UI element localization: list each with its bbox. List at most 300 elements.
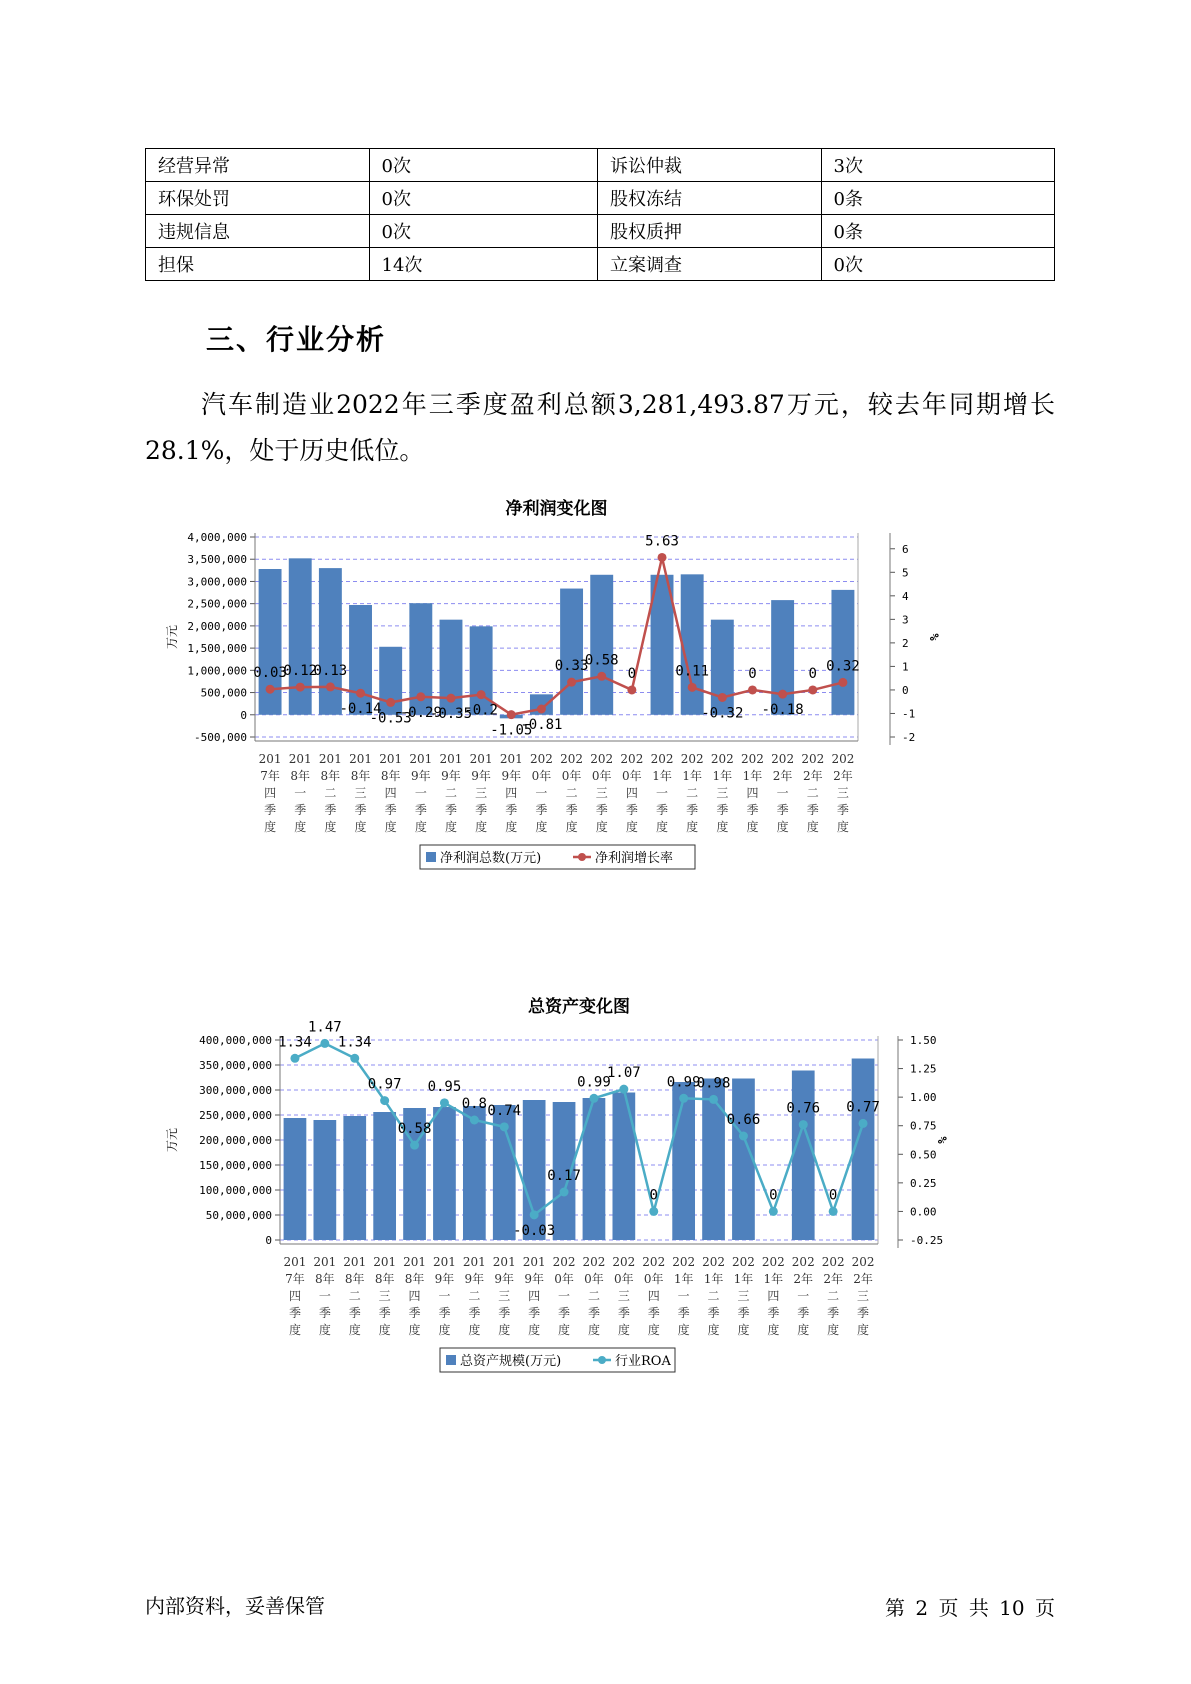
y2-tick-label: 0.75 <box>910 1119 937 1133</box>
x-tick-label: 2年 <box>833 769 853 783</box>
data-label: 0.33 <box>554 658 589 675</box>
x-tick-label: 0年 <box>554 1272 574 1286</box>
x-tick-label: 9年 <box>494 1272 515 1286</box>
x-tick-label: 201 <box>439 752 463 766</box>
line-point <box>416 692 425 701</box>
x-tick-label: 202 <box>642 1255 666 1269</box>
y-tick-label: -500,000 <box>194 731 247 744</box>
x-tick-label: 一 <box>656 786 669 800</box>
x-tick-label: 202 <box>831 752 855 766</box>
x-tick-label: 季 <box>797 1306 810 1320</box>
x-tick-label: 202 <box>702 1255 726 1269</box>
x-tick-label: 202 <box>710 752 734 766</box>
x-tick-label: 度 <box>776 820 789 834</box>
line-point <box>567 678 576 687</box>
x-tick-label: 季 <box>716 803 729 817</box>
x-tick-label: 8年 <box>290 769 311 783</box>
x-tick-label: 9年 <box>411 769 431 783</box>
data-label: -0.14 <box>339 701 382 718</box>
x-tick-label: 202 <box>620 752 644 766</box>
x-tick-label: 度 <box>647 1323 660 1337</box>
y2-tick-label: 6 <box>902 542 909 556</box>
x-tick-label: 度 <box>857 1323 870 1337</box>
x-tick-label: 度 <box>438 1323 451 1337</box>
x-tick-label: 一 <box>438 1289 451 1303</box>
x-tick-label: 度 <box>288 1323 301 1337</box>
x-tick-label: 度 <box>294 820 307 834</box>
x-tick-label: 季 <box>288 1306 301 1320</box>
x-tick-label: 0年 <box>531 769 552 783</box>
x-tick-label: 三 <box>378 1289 391 1303</box>
line-point <box>290 1054 299 1063</box>
bar <box>373 1112 396 1240</box>
y-tick-label: 3,500,000 <box>187 553 247 567</box>
data-label: 1.34 <box>278 1034 312 1051</box>
x-tick-label: 度 <box>498 1323 511 1337</box>
y-tick-label: 0 <box>265 1234 272 1247</box>
y2-tick-label: -1 <box>902 707 916 721</box>
bar <box>470 626 493 714</box>
x-tick-label: 四 <box>647 1289 660 1303</box>
line-point <box>440 1098 449 1107</box>
table-cell: 0次 <box>821 248 1054 281</box>
bar <box>433 1107 456 1240</box>
x-tick-label: 季 <box>414 803 427 817</box>
x-tick-label: 度 <box>414 820 427 834</box>
x-tick-label: 季 <box>378 1306 391 1320</box>
x-tick-label: 季 <box>686 803 699 817</box>
y2-tick-label: 1.00 <box>910 1091 937 1105</box>
bar <box>672 1082 695 1240</box>
data-label: 0.12 <box>283 663 318 680</box>
data-label: 0.99 <box>666 1074 701 1091</box>
net-profit-chart <box>160 492 1020 956</box>
x-tick-label: 季 <box>498 1306 511 1320</box>
x-tick-label: 9年 <box>464 1272 485 1286</box>
x-tick-label: 季 <box>737 1306 750 1320</box>
x-tick-label: 四 <box>746 786 759 800</box>
y2-tick-label: 3 <box>902 613 909 627</box>
x-tick-label: 度 <box>565 820 578 834</box>
line-point <box>266 685 275 694</box>
x-tick-label: 0年 <box>561 769 582 783</box>
table-cell: 0条 <box>821 182 1054 215</box>
x-tick-label: 1年 <box>712 769 733 783</box>
x-tick-label: 8年 <box>344 1272 365 1286</box>
x-tick-label: 三 <box>498 1289 511 1303</box>
x-tick-label: 季 <box>475 803 488 817</box>
table-row <box>146 182 1055 215</box>
y-tick-label: 2,000,000 <box>187 619 247 633</box>
line-point <box>560 1188 569 1197</box>
y2-tick-label: 1.50 <box>910 1034 937 1047</box>
x-tick-label: 二 <box>348 1289 361 1303</box>
data-label: 0.76 <box>786 1100 821 1117</box>
x-tick-label: 7年 <box>260 769 280 783</box>
x-tick-label: 2年 <box>853 1272 873 1286</box>
x-tick-label: 季 <box>827 1306 840 1320</box>
line-point <box>500 1122 509 1131</box>
x-tick-label: 度 <box>354 820 367 834</box>
x-tick-label: 1年 <box>703 1272 724 1286</box>
y2-tick-label: 4 <box>902 589 909 603</box>
line-point <box>356 689 365 698</box>
x-tick-label: 二 <box>686 786 699 800</box>
x-tick-label: 度 <box>827 1323 840 1337</box>
x-tick-label: 度 <box>558 1323 571 1337</box>
x-tick-label: 8年 <box>350 769 371 783</box>
data-label: 1.47 <box>307 1019 342 1036</box>
y2-tick-label: 2 <box>902 636 909 650</box>
x-tick-label: 度 <box>656 820 669 834</box>
x-tick-label: 三 <box>595 786 608 800</box>
line-point <box>627 685 636 694</box>
data-label: 1.07 <box>606 1065 641 1082</box>
x-tick-label: 一 <box>558 1289 571 1303</box>
x-tick-label: 0年 <box>614 1272 634 1286</box>
table-cell: 立案调查 <box>598 248 822 281</box>
x-tick-label: 季 <box>857 1306 870 1320</box>
x-tick-label: 8年 <box>315 1272 335 1286</box>
x-tick-label: 1年 <box>742 769 763 783</box>
net-profit-chart-svg <box>160 492 1020 952</box>
x-tick-label: 季 <box>836 803 849 817</box>
line-point <box>380 1096 389 1105</box>
data-label: 0.11 <box>675 663 710 680</box>
x-tick-label: 季 <box>318 1306 331 1320</box>
x-tick-label: 季 <box>408 1306 421 1320</box>
table-cell: 环保处罚 <box>146 182 370 215</box>
x-tick-label: 三 <box>475 786 488 800</box>
line-point <box>658 553 667 562</box>
x-tick-label: 三 <box>716 786 729 800</box>
x-tick-label: 201 <box>373 1255 397 1269</box>
y2-tick-label: 1.25 <box>910 1062 937 1076</box>
x-tick-label: 度 <box>318 1323 331 1337</box>
x-tick-label: 1年 <box>763 1272 784 1286</box>
x-tick-label: 二 <box>707 1289 720 1303</box>
x-tick-label: 201 <box>462 1255 486 1269</box>
line-point <box>589 1094 598 1103</box>
x-tick-label: 四 <box>408 1289 421 1303</box>
line-point <box>410 1141 419 1150</box>
line-point <box>709 1095 718 1104</box>
x-tick-label: 7年 <box>285 1272 305 1286</box>
line-point <box>808 685 817 694</box>
table-cell: 诉讼仲裁 <box>598 149 822 182</box>
line-point <box>326 682 335 691</box>
x-tick-label: 季 <box>558 1306 571 1320</box>
total-assets-chart <box>160 990 1020 1454</box>
data-label: 0 <box>649 1187 658 1204</box>
data-label: -0.35 <box>429 706 473 723</box>
x-tick-label: 一 <box>294 786 307 800</box>
x-tick-label: 二 <box>444 786 457 800</box>
y2-tick-label: -2 <box>902 731 916 744</box>
y-tick-label: 150,000,000 <box>199 1159 272 1172</box>
data-label: 0.58 <box>584 652 619 669</box>
y-tick-label: 250,000,000 <box>199 1109 272 1122</box>
x-tick-label: 202 <box>771 752 795 766</box>
x-tick-label: 三 <box>617 1289 630 1303</box>
x-tick-label: 0年 <box>622 769 642 783</box>
x-tick-label: 季 <box>264 803 277 817</box>
x-tick-label: 2年 <box>802 769 823 783</box>
x-tick-label: 三 <box>836 786 849 800</box>
x-tick-label: 202 <box>761 1255 785 1269</box>
line-point <box>799 1120 808 1129</box>
x-tick-label: 三 <box>737 1289 750 1303</box>
data-label: -1.05 <box>490 722 533 739</box>
x-tick-label: 二 <box>324 786 337 800</box>
table-cell: 担保 <box>146 248 370 281</box>
data-label: 5.63 <box>645 533 679 550</box>
x-tick-label: 季 <box>565 803 578 817</box>
x-tick-label: 度 <box>444 820 457 834</box>
body-paragraph: 汽车制造业2022年三季度盈利总额3,281,493.87万元，较去年同期增长28.1%，处于历史低位。 <box>145 390 1055 465</box>
x-tick-label: 三 <box>857 1289 870 1303</box>
x-tick-label: 度 <box>686 820 699 834</box>
x-tick-label: 0年 <box>643 1272 664 1286</box>
x-tick-label: 季 <box>617 1306 630 1320</box>
y2-tick-label: 1 <box>902 660 909 674</box>
y2-tick-label: -0.25 <box>910 1234 944 1247</box>
bar <box>560 589 583 715</box>
y2-axis-title: % <box>935 1136 949 1144</box>
line-point <box>859 1119 868 1128</box>
x-tick-label: 201 <box>288 752 312 766</box>
x-tick-label: 202 <box>552 1255 576 1269</box>
bar <box>463 1106 486 1240</box>
line-point <box>446 694 455 703</box>
y-tick-label: 2,500,000 <box>187 597 247 611</box>
x-tick-label: 一 <box>535 786 548 800</box>
x-tick-label: 2年 <box>793 1272 814 1286</box>
x-tick-label: 2年 <box>772 769 793 783</box>
x-tick-label: 度 <box>595 820 608 834</box>
data-label: 0.13 <box>313 662 348 679</box>
x-tick-label: 二 <box>806 786 819 800</box>
line-point <box>829 1207 838 1216</box>
x-tick-label: 202 <box>741 752 764 766</box>
x-tick-label: 季 <box>438 1306 451 1320</box>
x-tick-label: 202 <box>851 1255 875 1269</box>
x-tick-label: 9年 <box>524 1272 544 1286</box>
y2-tick-label: 0.25 <box>910 1176 937 1190</box>
x-tick-label: 度 <box>264 820 277 834</box>
x-tick-label: 季 <box>595 803 608 817</box>
x-tick-label: 度 <box>505 820 518 834</box>
line-point <box>769 1207 778 1216</box>
data-label: 1.34 <box>337 1034 372 1051</box>
x-tick-label: 0年 <box>584 1272 604 1286</box>
x-tick-label: 9年 <box>434 1272 455 1286</box>
line-point <box>507 710 516 719</box>
line-point <box>688 683 697 692</box>
x-tick-label: 度 <box>324 820 337 834</box>
x-tick-label: 一 <box>414 786 427 800</box>
line-point <box>619 1085 628 1094</box>
table-cell: 股权质押 <box>598 215 822 248</box>
y-axis-title: 万元 <box>165 624 179 650</box>
table-cell: 股权冻结 <box>598 182 822 215</box>
line-point <box>649 1207 658 1216</box>
line-point <box>739 1132 748 1141</box>
line-point <box>320 1039 329 1048</box>
bar <box>612 1093 635 1241</box>
x-tick-label: 四 <box>264 786 277 800</box>
data-label: 0.97 <box>367 1076 402 1093</box>
bar <box>319 568 342 715</box>
y2-tick-label: 0.00 <box>910 1205 937 1219</box>
data-label: 0.03 <box>253 665 287 682</box>
x-tick-label: 度 <box>806 820 819 834</box>
bar <box>343 1116 366 1240</box>
footer-page-number: 第 2 页 共 10 页 <box>885 1596 1055 1620</box>
table-cell: 0次 <box>369 215 598 248</box>
x-tick-label: 四 <box>625 786 638 800</box>
x-tick-label: 1年 <box>652 769 672 783</box>
x-tick-label: 季 <box>767 1306 780 1320</box>
bar <box>831 590 854 715</box>
data-label: 0 <box>828 1187 838 1204</box>
x-tick-label: 9年 <box>441 769 461 783</box>
data-label: 0.95 <box>427 1078 462 1095</box>
table-cell: 0次 <box>369 182 598 215</box>
data-label: 0.8 <box>461 1096 487 1112</box>
x-tick-label: 0年 <box>591 769 612 783</box>
x-tick-label: 四 <box>505 786 518 800</box>
x-tick-label: 201 <box>469 752 493 766</box>
x-tick-label: 201 <box>403 1255 427 1269</box>
x-tick-label: 201 <box>409 752 433 766</box>
y2-tick-label: 0 <box>902 683 909 697</box>
x-tick-label: 季 <box>468 1306 481 1320</box>
legend-line-marker <box>578 853 586 861</box>
table-cell: 14次 <box>369 248 598 281</box>
x-tick-label: 度 <box>737 1323 750 1337</box>
x-tick-label: 度 <box>707 1323 720 1337</box>
x-tick-label: 度 <box>617 1323 630 1337</box>
x-tick-label: 二 <box>827 1289 840 1303</box>
x-tick-label: 度 <box>384 820 397 834</box>
legend-bar-swatch <box>426 852 436 862</box>
x-tick-label: 度 <box>348 1323 361 1337</box>
y2-tick-label: 5 <box>902 566 909 580</box>
legend-line-marker <box>598 1356 606 1364</box>
data-label: 0.98 <box>696 1075 731 1092</box>
x-tick-label: 201 <box>522 1255 546 1269</box>
x-tick-label: 201 <box>349 752 372 766</box>
x-tick-label: 一 <box>797 1289 810 1303</box>
table-cell: 0次 <box>369 149 598 182</box>
x-tick-label: 201 <box>432 1255 456 1269</box>
data-label: -0.29 <box>399 704 442 721</box>
data-label: 0 <box>769 1187 778 1204</box>
x-tick-label: 季 <box>348 1306 361 1320</box>
x-tick-label: 9年 <box>501 769 522 783</box>
x-tick-label: 201 <box>313 1255 337 1269</box>
line-point <box>477 690 486 699</box>
x-tick-label: 201 <box>379 752 403 766</box>
line-point <box>386 698 395 707</box>
y-tick-label: 0 <box>240 708 247 722</box>
x-tick-label: 季 <box>324 803 337 817</box>
bar <box>792 1071 815 1241</box>
y-tick-label: 350,000,000 <box>199 1059 272 1072</box>
x-tick-label: 度 <box>716 820 729 834</box>
line-point <box>530 1210 539 1219</box>
x-tick-label: 季 <box>677 1306 690 1320</box>
x-tick-label: 9年 <box>471 769 491 783</box>
x-tick-label: 季 <box>384 803 397 817</box>
x-tick-label: 度 <box>378 1323 391 1337</box>
section-heading: 三、行业分析 <box>206 323 387 356</box>
x-tick-label: 季 <box>528 1306 541 1320</box>
line-point <box>679 1094 688 1103</box>
x-tick-label: 201 <box>492 1255 516 1269</box>
x-tick-label: 度 <box>625 820 638 834</box>
x-tick-label: 202 <box>650 752 674 766</box>
x-tick-label: 202 <box>731 1255 755 1269</box>
y-tick-label: 1,500,000 <box>187 642 247 656</box>
line-point <box>838 678 847 687</box>
x-tick-label: 四 <box>384 786 397 800</box>
x-tick-label: 8年 <box>320 769 341 783</box>
legend-bar-swatch <box>446 1355 456 1365</box>
data-label: 0.99 <box>577 1074 611 1091</box>
table-cell: 经营异常 <box>146 149 370 182</box>
x-tick-label: 202 <box>612 1255 636 1269</box>
x-tick-label: 一 <box>776 786 789 800</box>
x-tick-label: 季 <box>505 803 518 817</box>
chart-title: 总资产变化图 <box>528 997 630 1017</box>
x-tick-label: 201 <box>343 1255 367 1269</box>
x-tick-label: 季 <box>707 1306 720 1320</box>
data-label: 0 <box>627 665 637 682</box>
x-tick-label: 202 <box>821 1255 845 1269</box>
y-axis-title: 万元 <box>165 1127 179 1153</box>
x-tick-label: 2年 <box>823 1272 843 1286</box>
data-label: 0.77 <box>846 1099 880 1116</box>
x-tick-label: 一 <box>677 1289 690 1303</box>
data-label: 0 <box>808 665 817 682</box>
x-tick-label: 四 <box>767 1289 780 1303</box>
y-tick-label: 50,000,000 <box>205 1209 272 1222</box>
table-cell: 违规信息 <box>146 215 370 248</box>
y-tick-label: 300,000,000 <box>199 1084 272 1097</box>
x-tick-label: 度 <box>677 1323 690 1337</box>
x-tick-label: 202 <box>672 1255 696 1269</box>
x-tick-label: 度 <box>767 1323 780 1337</box>
line-point <box>350 1054 359 1063</box>
x-tick-label: 季 <box>294 803 307 817</box>
x-tick-label: 度 <box>746 820 759 834</box>
y-tick-label: 200,000,000 <box>199 1134 272 1147</box>
line-point <box>597 672 606 681</box>
legend-item: 行业ROA <box>615 1354 671 1369</box>
data-label: 0.17 <box>547 1168 581 1184</box>
line-point <box>296 683 305 692</box>
x-tick-label: 二 <box>468 1289 481 1303</box>
x-tick-label: 8年 <box>404 1272 425 1286</box>
x-tick-label: 1年 <box>673 1272 694 1286</box>
line-point <box>537 705 546 714</box>
y2-tick-label: 0.50 <box>910 1148 937 1162</box>
x-tick-label: 202 <box>529 752 553 766</box>
y-tick-label: 100,000,000 <box>199 1184 272 1197</box>
x-tick-label: 202 <box>560 752 584 766</box>
